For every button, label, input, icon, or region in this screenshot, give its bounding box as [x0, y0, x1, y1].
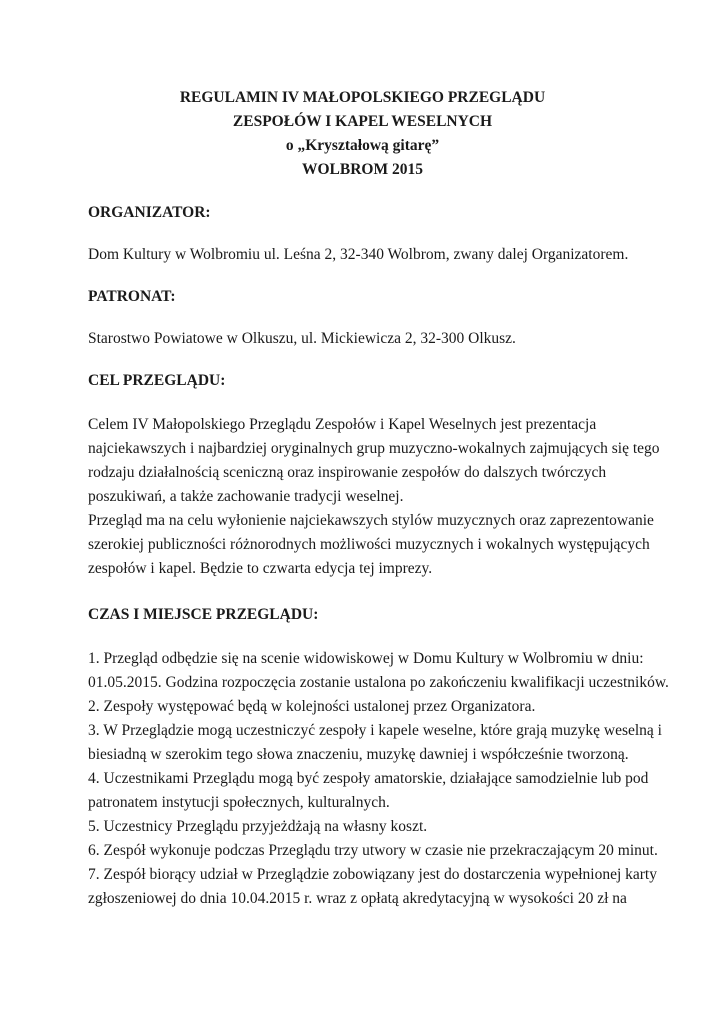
organizer-text: Dom Kultury w Wolbromiu ul. Leśna 2, 32-340 Wolbrom, zwany dalej Organizatorem. — [88, 246, 629, 263]
goal-line: szerokiej publiczności różnorodnych możliwości muzycznych i wokalnych występujących — [88, 536, 650, 553]
goal-line: najciekawszych i najbardziej oryginalnych grup muzyczno-wokalnych zajmujących się tego — [88, 440, 660, 457]
goal-line: poszukiwań, a także zachowanie tradycji weselnej. — [88, 488, 404, 505]
patronage-heading: PATRONAT: — [88, 288, 176, 305]
time-place-line: 6. Zespół wykonuje podczas Przeglądu trzy utwory w czasie nie przekraczającym 20 minut. — [88, 842, 658, 859]
goal-line: zespołów i kapel. Będzie to czwarta edycja tej imprezy. — [88, 560, 433, 577]
time-place-line: patronatem instytucji społecznych, kulturalnych. — [88, 794, 390, 811]
time-place-line: 01.05.2015. Godzina rozpoczęcia zostanie ustalona po zakończeniu kwalifikacji uczestników. — [88, 674, 669, 691]
time-place-line: 4. Uczestnikami Przeglądu mogą być zespoły amatorskie, działające samodzielnie lub pod — [88, 770, 649, 787]
goal-line: rodzaju działalnością sceniczną oraz inspirowanie zespołów do dalszych twórczych — [88, 464, 607, 481]
organizer-heading: ORGANIZATOR: — [88, 204, 211, 221]
time-place-line: zgłoszeniowej do dnia 10.04.2015 r. wraz z opłatą akredytacyjną w wysokości 20 zł na — [88, 890, 627, 907]
document-title-line-4: WOLBROM 2015 — [302, 161, 423, 178]
patronage-text: Starostwo Powiatowe w Olkuszu, ul. Mickiewicza 2, 32-300 Olkusz. — [88, 330, 516, 347]
goal-heading: CEL PRZEGLĄDU: — [88, 372, 226, 389]
time-place-heading: CZAS I MIEJSCE PRZEGLĄDU: — [88, 606, 319, 623]
document-title-line-1: REGULAMIN IV MAŁOPOLSKIEGO PRZEGLĄDU — [179, 89, 546, 106]
time-place-line: biesiadną w szerokim tego słowa znaczeniu, muzykę dawniej i współcześnie tworzoną. — [88, 746, 629, 763]
goal-line: Celem IV Małopolskiego Przeglądu Zespołów i Kapel Weselnych jest prezentacja — [88, 416, 597, 433]
document-title-line-2: ZESPOŁÓW I KAPEL WESELNYCH — [232, 113, 493, 130]
time-place-line: 7. Zespół biorący udział w Przeglądzie zobowiązany jest do dostarczenia wypełnionej karty — [88, 866, 657, 883]
document-title-line-3: o „Kryształową gitarę” — [285, 137, 440, 154]
time-place-line: 5. Uczestnicy Przeglądu przyjeżdżają na własny koszt. — [88, 818, 428, 835]
time-place-line: 3. W Przeglądzie mogą uczestniczyć zespoły i kapele weselne, które grają muzykę weselną i — [88, 722, 662, 739]
goal-line: Przegląd ma na celu wyłonienie najciekawszych stylów muzycznych oraz zaprezentowanie — [88, 512, 654, 529]
time-place-line: 1. Przegląd odbędzie się na scenie widowiskowej w Domu Kultury w Wolbromiu w dniu: — [88, 650, 644, 667]
time-place-line: 2. Zespoły występować będą w kolejności ustalonej przez Organizatora. — [88, 698, 536, 715]
